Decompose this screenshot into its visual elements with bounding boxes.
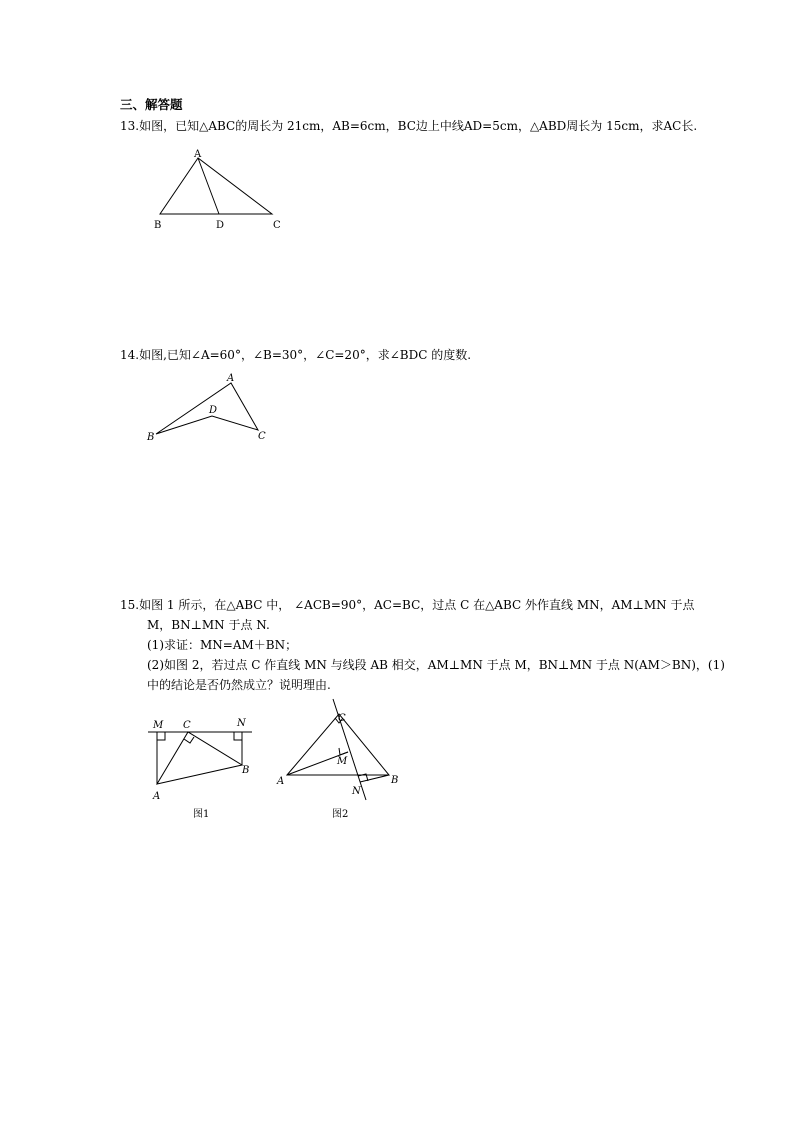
fig1-label-m: M	[153, 720, 164, 731]
q13-label-d: D	[216, 220, 225, 231]
question-15-part-1: (1)求证：MN=AM＋BN；	[147, 638, 298, 652]
q13-label-b: B	[154, 220, 162, 231]
fig1-label-a: A	[153, 791, 161, 802]
fig2-segment-bn	[360, 775, 389, 782]
fig1-caption: 图1	[193, 809, 210, 820]
q14-label-b: B	[147, 432, 155, 443]
question-14-text: 14.如图,已知∠A=60°，∠B=30°，∠C=20°，求∠BDC 的度数.	[120, 348, 472, 362]
fig2-label-c: C	[338, 713, 346, 724]
section-heading: 三、解答题	[120, 97, 183, 112]
q13-label-c: C	[273, 220, 281, 231]
question-15-line-1: 15.如图 1 所示，在△ABC 中， ∠ACB=90°，AC=BC，过点 C 在△ABC 外作直线 MN，AM⊥MN 于点	[120, 598, 695, 612]
question-15-part-2-line-2: 中的结论是否仍然成立？说明理由.	[147, 678, 331, 692]
q13-label-a: A	[194, 149, 202, 160]
q14-label-c: C	[258, 431, 266, 442]
fig1-label-n: N	[237, 718, 246, 729]
fig2-label-n: N	[352, 786, 361, 797]
question-15-part-2-line-1: (2)如图 2，若过点 C 作直线 MN 与线段 AB 相交，AM⊥MN 于点 M，BN⊥MN 于点 N(AM＞BN)，(1)	[147, 658, 725, 672]
fig2-caption: 图2	[332, 809, 349, 820]
q14-label-a: A	[227, 373, 235, 384]
fig1-label-b: B	[242, 765, 250, 776]
fig1-label-c: C	[183, 720, 191, 731]
fig2-label-a: A	[277, 776, 285, 787]
fig2-label-m: M	[337, 756, 348, 767]
question-13-text: 13.如图，已知△ABC的周长为 21cm，AB=6cm，BC边上中线AD=5cm，△ABD周长为 15cm，求AC长.	[120, 119, 698, 133]
fig2-label-b: B	[391, 775, 399, 786]
question-15-line-2: M，BN⊥MN 于点 N.	[147, 618, 270, 632]
fig2-right-angle-m	[339, 748, 348, 755]
q14-label-d: D	[209, 405, 218, 416]
